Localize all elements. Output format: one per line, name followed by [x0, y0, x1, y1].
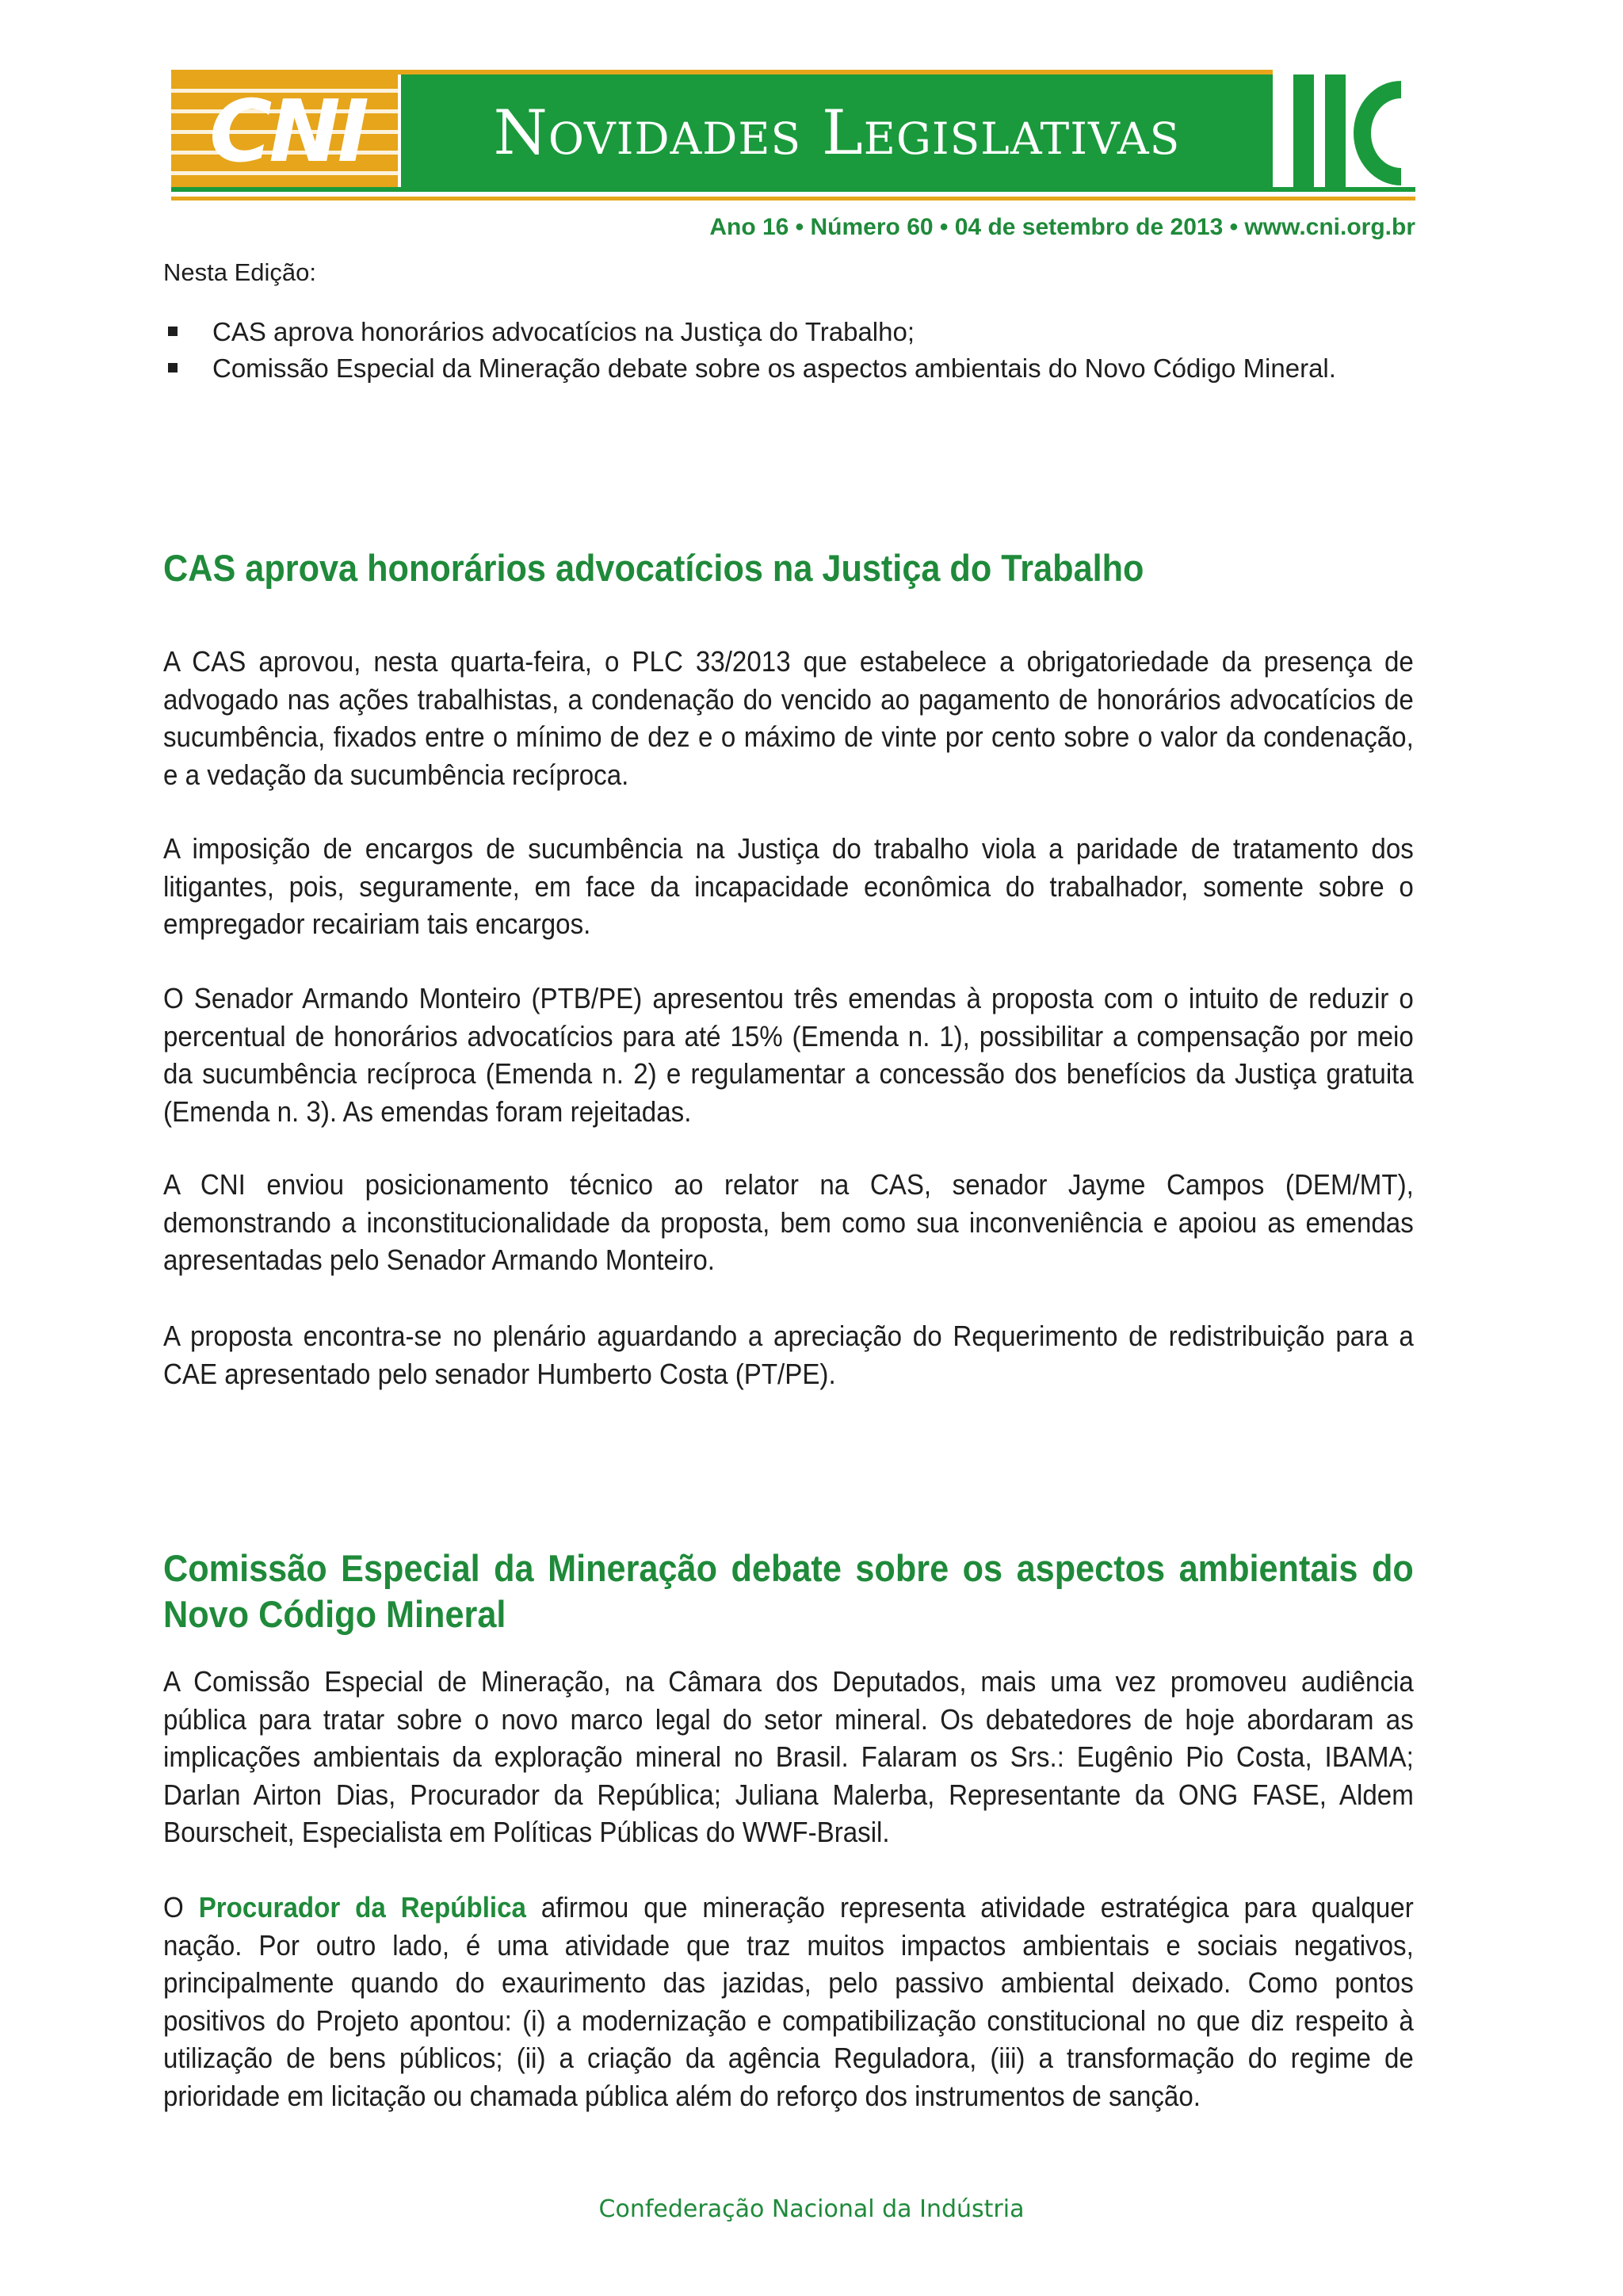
banner-rule-green — [171, 187, 1415, 192]
cni-logo — [171, 74, 398, 192]
decorative-bar — [1293, 74, 1314, 192]
decorative-arc — [1354, 81, 1449, 185]
newsletter-title: Novidades Legislativas — [493, 97, 1181, 169]
paragraph-prefix: O — [163, 1891, 184, 1924]
toc-item-text: CAS aprova honorários advocatícios na Justiça do Trabalho; — [212, 317, 915, 346]
decorative-bar — [1325, 74, 1346, 192]
section-1-paragraph: A CNI enviou posicionamento técnico ao relator na CAS, senador Jayme Campos (DEM/MT), demonstrando a inconstitucionalidade da proposta, bem como sua inconveniência e apoiou as emendas apresentadas pelo Senador Armando Monteiro. — [163, 1168, 1414, 1276]
logo-text: CNI — [209, 82, 366, 181]
section-2-title: Comissão Especial da Mineração debate sobre os aspectos ambientais do Novo Código Mineral — [163, 1547, 1414, 1635]
highlighted-term: Procurador da República — [198, 1891, 526, 1924]
toc-item-text: Comissão Especial da Mineração debate sobre os aspectos ambientais do Novo Código Mineral. — [212, 353, 1336, 383]
section-1-paragraph: A CAS aprovou, nesta quarta-feira, o PLC 33/2013 que estabelece a obrigatoriedade da presença de advogado nas ações trabalhistas, a condenação do vencido ao pagamento de honorários advocatícios de sucumbência, fixados entre o mínimo de dez e o máximo de vinte por cento sobre o valor da condenação, e a vedação da sucumbência recíproca. — [163, 645, 1414, 791]
bullet-icon — [168, 327, 178, 336]
header-banner — [171, 70, 1415, 203]
section-2-paragraph: A Comissão Especial de Mineração, na Câmara dos Deputados, mais uma vez promoveu audiência pública para tratar sobre o novo marco legal do setor mineral. Os debatedores de hoje abordaram as implicações ambientais da exploração mineral no Brasil. Falaram os Srs.: Eugênio Pio Costa, IBAMA; Darlan Airton Dias, Procurador da República; Juliana Malerba, Representante da ONG FASE, Aldem Bourscheit, Especialista em Políticas Públicas do WWF-Brasil. — [163, 1665, 1414, 1848]
bullet-icon — [168, 363, 178, 372]
toc-item — [163, 350, 1414, 387]
newsletter-title-bar — [401, 74, 1273, 192]
toc-list — [163, 314, 1414, 387]
toc-item — [163, 314, 1414, 350]
footer-text: Confederação Nacional da Indústria — [598, 2195, 1025, 2223]
section-1-paragraph: A proposta encontra-se no plenário aguardando a apreciação do Requerimento de redistribuição para a CAE apresentado pelo senador Humberto Costa (PT/PE). — [163, 1320, 1414, 1390]
paragraph-rest: afirmou que mineração representa atividade estratégica para qualquer nação. Por outro lado, é uma atividade que traz muitos impactos ambientais e sociais negativos, principalmente quando do exaurimento das jazidas, pelo passivo ambiental deixado. Como pontos positivos do Projeto apontou: (i) a modernização e compatibilização constitucional no que diz respeito à utilização de bens públicos; (ii) a criação da agência Reguladora, (iii) a transformação do regime de prioridade em licitação ou chamada pública além do reforço dos instrumentos de sanção. — [163, 1891, 1414, 2112]
section-1-paragraph: O Senador Armando Monteiro (PTB/PE) apresentou três emendas à proposta com o intuito de reduzir o percentual de honorários advocatícios para até 15% (Emenda n. 1), possibilitar a compensação por meio da sucumbência recíproca (Emenda n. 2) e regulamentar a concessão dos benefícios da Justiça gratuita (Emenda n. 3). As emendas foram rejeitadas. — [163, 982, 1414, 1128]
section-2-paragraph — [163, 1889, 1414, 2115]
banner-rule-gold — [171, 197, 1415, 201]
edition-line: Ano 16 • Número 60 • 04 de setembro de 2013 • www.cni.org.br — [709, 214, 1415, 240]
section-1-paragraph: A imposição de encargos de sucumbência na Justiça do trabalho viola a paridade de tratamento dos litigantes, pois, seguramente, em face da incapacidade econômica do trabalhador, somente sobre o empregador recairiam tais encargos. — [163, 832, 1414, 940]
section-1-title: CAS aprova honorários advocatícios na Justiça do Trabalho — [163, 547, 1144, 589]
toc-label: Nesta Edição: — [163, 258, 316, 286]
